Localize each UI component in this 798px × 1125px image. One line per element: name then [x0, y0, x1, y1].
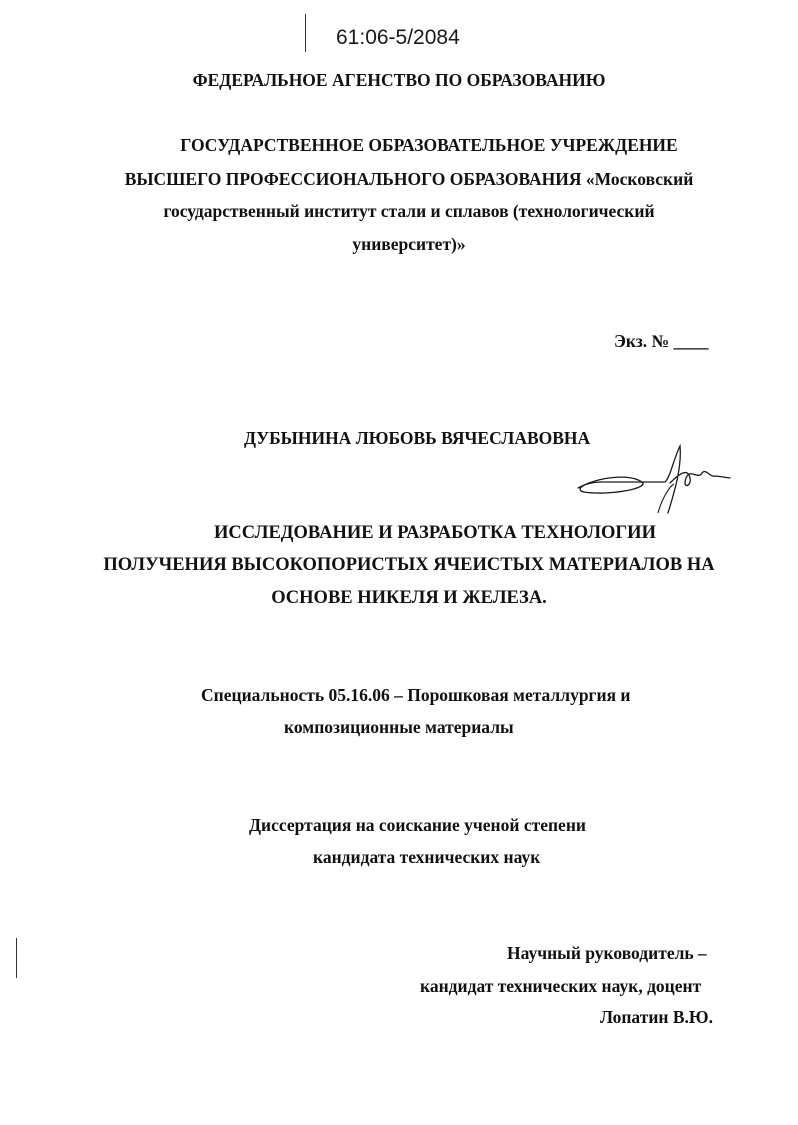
archive-stamp-number: 61:06-5/2084: [336, 26, 460, 49]
author-signature: [570, 438, 740, 518]
thesis-title-line-2: ПОЛУЧЕНИЯ ВЫСОКОПОРИСТЫХ ЯЧЕИСТЫХ МАТЕРИАЛОВ НА: [103, 555, 715, 575]
thesis-title-line-1: ИССЛЕДОВАНИЕ И РАЗРАБОТКА ТЕХНОЛОГИИ: [214, 523, 656, 543]
thesis-title-line-3: ОСНОВЕ НИКЕЛЯ И ЖЕЛЕЗА.: [271, 588, 547, 608]
scan-mark-left: [16, 938, 17, 978]
degree-line-2: кандидата технических наук: [313, 847, 541, 867]
specialty-line-2: композиционные материалы: [284, 717, 514, 737]
agency-heading: ФЕДЕРАЛЬНОЕ АГЕНСТВО ПО ОБРАЗОВАНИЮ: [192, 70, 606, 90]
copy-number-label: Экз. № ____: [614, 331, 709, 351]
institution-line-3: государственный институт стали и сплавов (технологический: [163, 201, 655, 221]
author-name: ДУБЫНИНА ЛЮБОВЬ ВЯЧЕСЛАВОВНА: [244, 428, 591, 448]
degree-line-1: Диссертация на соискание ученой степени: [249, 815, 586, 835]
supervisor-title: Научный руководитель –: [507, 943, 707, 963]
institution-line-4: университет)»: [352, 234, 466, 254]
supervisor-name: Лопатин В.Ю.: [600, 1007, 713, 1027]
scan-mark-top: [305, 14, 306, 52]
institution-line-1: ГОСУДАРСТВЕННОЕ ОБРАЗОВАТЕЛЬНОЕ УЧРЕЖДЕНИЕ: [180, 135, 678, 155]
supervisor-degree: кандидат технических наук, доцент: [420, 976, 702, 996]
institution-line-2: ВЫСШЕГО ПРОФЕССИОНАЛЬНОГО ОБРАЗОВАНИЯ «Московский: [124, 169, 694, 189]
specialty-line-1: Специальность 05.16.06 – Порошковая металлургия и: [201, 685, 631, 705]
